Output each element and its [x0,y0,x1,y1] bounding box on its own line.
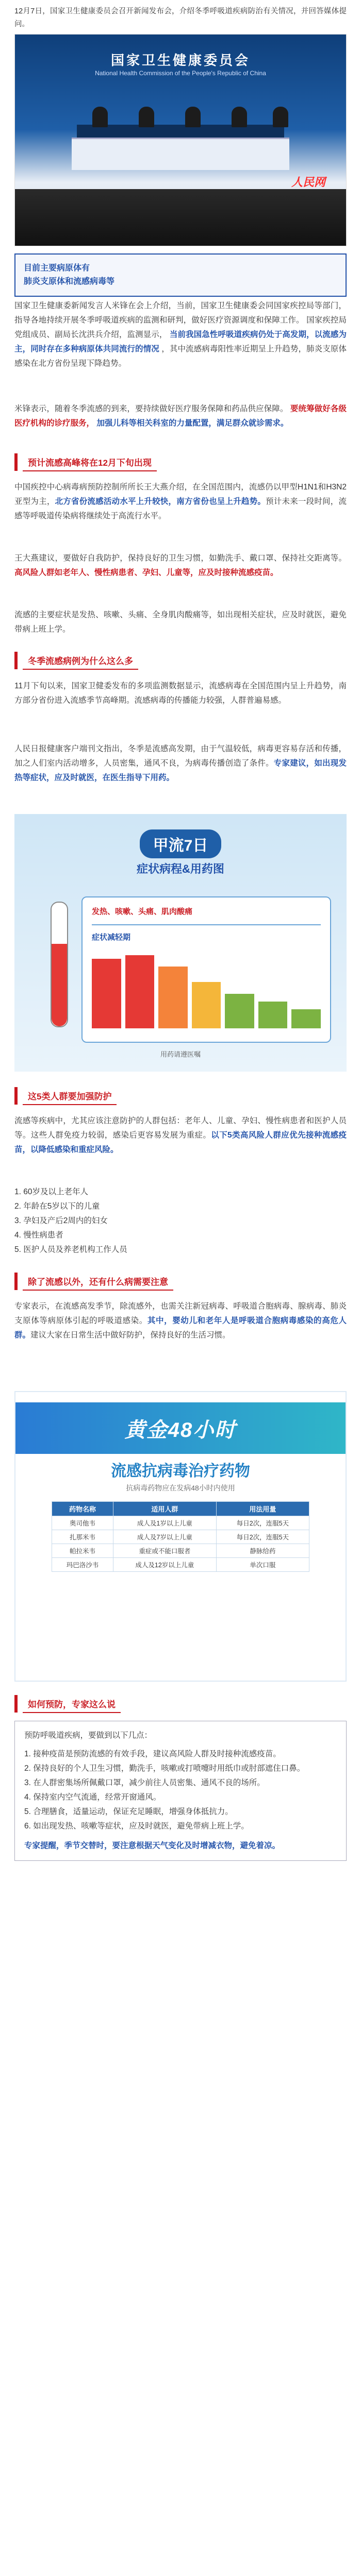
paragraph: 米锋表示，随着冬季流感的到来，要持续做好医疗服务保障和药品供应保障。 要统筹做好各级医疗机构的诊疗服务， 加强儿科等相关科室的力量配置，满足群众就诊需求。 [14,404,347,428]
press-conference-photo [14,34,347,246]
antiviral-drugs-card [14,1391,347,1682]
list-item: 6. 如出现发热、咳嗽等症状，应及时就医，避免带病上班上学。 [24,1822,249,1831]
paragraph: 流感等疾病中，尤其应该注意防护的人群包括：老年人、儿童、孕妇、慢性病患者和医护人员等。这些人群免疫力较弱，感染后更容易发展为重症。以下5类高风险人群应优先接种流感疫苗，以降低感染和重症风险。 [14,1116,347,1154]
card-title: 甲流7日 [140,829,222,858]
card-subtitle: 流感抗病毒治疗药物 [111,1463,250,1480]
stage-front [72,138,289,170]
section-heading-2: 冬季流感病例为什么这么多 [14,652,347,669]
paragraph: 流感的主要症状是发热、咳嗽、头痛、全身肌肉酸痛等，如出现相关症状，应及时就医，避免带病上班上学。 [14,611,347,634]
table-row: 扎那米韦 成人及7岁以上儿童 每日2次，连服5天 [52,1530,309,1544]
prevention-box [14,1721,347,1861]
drug-table [52,1501,309,1572]
card-title: 黄金48小时 [124,1418,237,1442]
prevention-intro: 预防呼吸道疾病，要做到以下几点： [24,1731,153,1740]
list-item: 2. 保持良好的个人卫生习惯，勤洗手，咳嗽或打喷嚏时用纸巾或肘部遮住口鼻。 [24,1764,305,1773]
table-row: 奥司他韦 成人及1岁以上儿童 每日2次，连服5天 [52,1516,309,1530]
day-bar [258,1002,288,1029]
table-row: 帕拉米韦 重症或不能口服者 静脉给药 [52,1544,309,1558]
list-item: 2. 年龄在5岁以下的儿童 [14,1202,100,1211]
table-row: 玛巴洛沙韦 成人及12岁以上儿童 单次口服 [52,1558,309,1572]
paragraph: 专家表示，在流感高发季节，除流感外，也需关注新冠病毒、呼吸道合胞病毒、腺病毒、肺炎支原体等病原体引起的呼吸道感染。其中，婴幼儿和老年人是呼吸道合胞病毒感染的高危人群。建议大家在日常生活中做好防护，保持良好的生活习惯。 [14,1302,347,1340]
list-item: 5. 医护人员及养老机构工作人员 [14,1245,127,1254]
thermometer-icon [51,902,68,1027]
card-subtitle: 症状病程&用药图 [137,862,224,875]
paragraph: 人民日报健康客户端刊文指出，冬季是流感高发期，由于气温较低，病毒更容易存活和传播，加之人们室内活动增多，人员密集，通风不良，为病毒传播创造了条件。专家建议，如出现发热等症状，应及时就医，在医生指导下用药。 [14,744,347,782]
paragraph: 中国疾控中心病毒病预防控制所所长王大燕介绍，在全国范围内，流感仍以甲型H1N1和H3N2亚型为主，北方省份流感活动水平上升较快，南方省份也呈上升趋势。预计未来一段时间，流感等呼吸道传染病将继续处于高流行水平。 [14,483,347,520]
list-item: 5. 合理膳食，适量运动，保证充足睡眠，增强身体抵抗力。 [24,1807,233,1816]
section-bar [14,1273,18,1290]
prevention-extra: 专家提醒，季节交替时，要注意根据天气变化及时增减衣物，避免着凉。 [24,1841,281,1850]
watermark-logo: 人民网 [291,176,325,189]
speaker-silhouette [273,107,288,127]
day-bars [92,951,321,1028]
section-bar [14,1695,18,1713]
card-note: 用药请遵医嘱 [160,1050,201,1058]
prevention-list [24,1747,337,1834]
list-item: 3. 孕妇及产后2周内的妇女 [14,1216,108,1225]
speaker-silhouette [139,107,154,127]
symptom-text: 发热、咳嗽、头痛、肌肉酸痛 [92,907,193,916]
table-header-row: 药物名称 适用人群 用法用量 [52,1502,309,1516]
intro-text: 12月7日，国家卫生健康委员会召开新闻发布会，介绍冬季呼吸道疾病防治有关情况，并回答媒体提问。 [14,7,347,28]
day-bar [192,982,221,1028]
speaker-silhouette [92,107,108,127]
phase-title: 症状减轻期 [92,933,131,942]
highlight-box [14,253,347,297]
highlight-line: 肺炎支原体和流感病毒等 [24,277,115,286]
section-heading-1: 预计流感高峰将在12月下旬出现 [14,453,347,471]
list-item: 1. 60岁及以上老年人 [14,1188,88,1196]
photo-subtitle: National Health Commission of the People's Republic of China [95,70,266,77]
audience-area [15,189,346,246]
section-heading-5: 如何预防，专家这么说 [14,1695,347,1713]
thermometer-fill [52,944,67,1026]
course-panel [81,896,331,1043]
day-bar [158,967,188,1028]
influenza-course-card [14,814,347,1072]
day-bar [291,1009,321,1029]
day-bar [92,959,121,1028]
list-item: 4. 保持室内空气流通，经常开窗通风。 [24,1793,161,1802]
stage-table [77,125,284,138]
speaker-silhouette [232,107,247,127]
list-item: 4. 慢性病患者 [14,1231,63,1240]
paragraph: 11月下旬以来，国家卫健委发布的多项监测数据显示，流感病毒在全国范围内呈上升趋势，南方部分省份进入流感季节高峰期。流感病毒的传播能力较强，人群普遍易感。 [14,682,347,705]
card-banner [15,1402,346,1454]
section-bar [14,652,18,669]
section-bar [14,453,18,471]
list-item: 1. 接种疫苗是预防流感的有效手段，建议高风险人群及时接种流感疫苗。 [24,1750,281,1758]
paragraph: 国家卫生健康委新闻发言人米锋在会上介绍，当前，国家卫生健康委会同国家疾控局等部门，指导各地持续开展冬季呼吸道疾病的监测和研判，做好医疗资源调度和保障工作。 国家疾控局党组成员、副局长沈洪兵介绍，监测显示， 当前我国急性呼吸道疾病仍处于高发期，以流感为主，同时存在多种病原体共同流行的情况 ，其中流感病毒阳性率近期呈上升趋势，肺炎支原体感染在北方省份呈现下降趋势。 [14,301,347,368]
card-note: 抗病毒药物应在发病48小时内使用 [126,1484,235,1492]
paragraph: 王大燕建议，要做好自我防护，保持良好的卫生习惯，如勤洗手、戴口罩、保持社交距离等。高风险人群如老年人、慢性病患者、孕妇、儿童等，应及时接种流感疫苗。 [14,554,347,577]
day-bar [225,994,254,1029]
highlight-line: 目前主要病原体有 [24,264,90,273]
divider [92,924,321,925]
day-bar [125,955,155,1029]
speaker-silhouette [185,107,201,127]
list-item: 3. 在人群密集场所佩戴口罩，减少前往人员密集、通风不良的场所。 [24,1778,265,1787]
section-heading-4: 除了流感以外，还有什么病需要注意 [14,1273,347,1290]
section-heading-3: 这5类人群要加强防护 [14,1087,347,1105]
section-bar [14,1087,18,1105]
photo-title: 国家卫生健康委员会 [110,53,250,68]
